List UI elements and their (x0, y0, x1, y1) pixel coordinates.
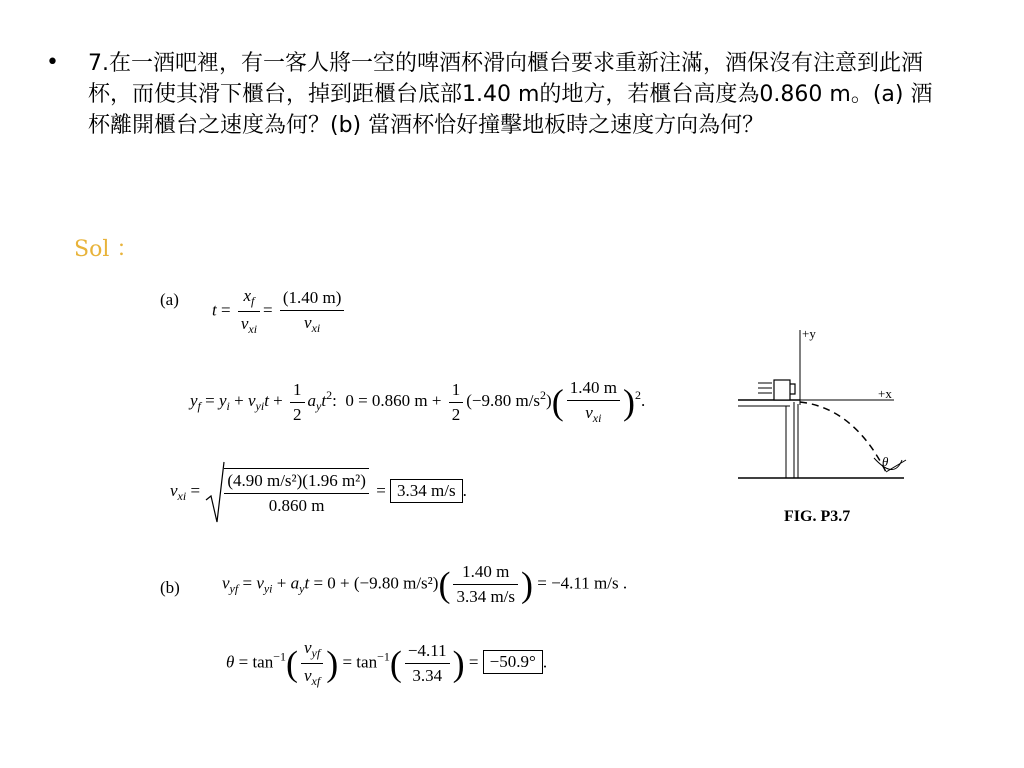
projectile-figure (734, 320, 914, 490)
sqrt-expression (204, 460, 372, 524)
solution-label: Sol ： (74, 237, 139, 262)
equation-theta: $\theta = \tan^{-1}$( $\frac{v_{yf}}{v_{xf}}$ ) = $\tan^{-1}$( $\frac{-4.11}{3.34}$ ) = −50.9° . (226, 638, 548, 688)
eq3-numerator: (4.90 m/s²)(1.96 m²) (224, 471, 369, 494)
equation-time: t = $\frac{x_f}{v_{xi}}$ = $\frac{(1.40 m)}{v_{xi}}$ (212, 286, 347, 337)
eq4-denominator: 3.34 m/s (456, 587, 515, 606)
equation-vertical-motion: $y_f = y_i + v_{yi}t$ + $\frac{1}{2}$ $a_yt^2$: 0 = 0.860 m + $\frac{1}{2}$ (−9.80 $m/s^2$)( $\frac{1.40 m}{v_{xi}}$ )$^2$. (190, 378, 646, 425)
part-a-label: (a) (160, 290, 179, 309)
part-b-label: (b) (160, 578, 180, 597)
bullet: • (46, 50, 59, 75)
eq2-gravity: (−9.80 m/s (466, 390, 541, 410)
eq1-numerator: (1.40 m) (280, 288, 345, 311)
eq4-result: = −4.11 m/s . (537, 573, 628, 593)
mug-icon (758, 380, 795, 400)
eq5-numerator: −4.11 (405, 641, 450, 664)
eq2-height: 0 = 0.860 m + (345, 390, 442, 410)
eq4-numerator: 1.40 m (453, 562, 518, 585)
x-axis-label: +x (878, 386, 892, 401)
eq5-denominator: 3.34 (412, 666, 443, 685)
angle-label: θ (882, 454, 889, 469)
y-axis-label: +y (802, 326, 816, 341)
problem-statement: 7.在一酒吧裡，有一客人將一空的啤酒杯滑向櫃台要求重新注滿，酒保沒有注意到此酒杯，而使其滑下櫃台，掉到距櫃台底部1.40 m的地方，若櫃台高度為0.860 m。(a) 酒杯離開櫃台之速度為何？(b) 當酒杯恰好撞擊地板時之速度方向為何？ (88, 51, 933, 138)
figure-caption: FIG. P3.7 (784, 508, 851, 525)
answer-b-box: −50.9° (483, 650, 543, 674)
trajectory-path (800, 402, 886, 472)
equation-vyf: $v_{yf} = v_{yi} + a_yt = 0 + (-9.80$ m/s²)( $\frac{1.40 m}{3.34 m/s}$ ) = −4.11 m/s . (222, 562, 628, 606)
eq2-numerator: 1.40 m (567, 378, 620, 401)
angle-ref-line (886, 460, 906, 472)
eq4-middle: = 0 + (−9.80 m/s²) (313, 573, 439, 593)
eq3-denominator: 0.860 m (268, 496, 325, 515)
answer-a-box: 3.34 m/s (390, 479, 463, 503)
equation-vxi: $v_{xi}$ = $\frac{\text{(4.90 m/s²)(1.96 m²)}}{0.860 m}$ = 3.34 m/s . (170, 460, 467, 524)
